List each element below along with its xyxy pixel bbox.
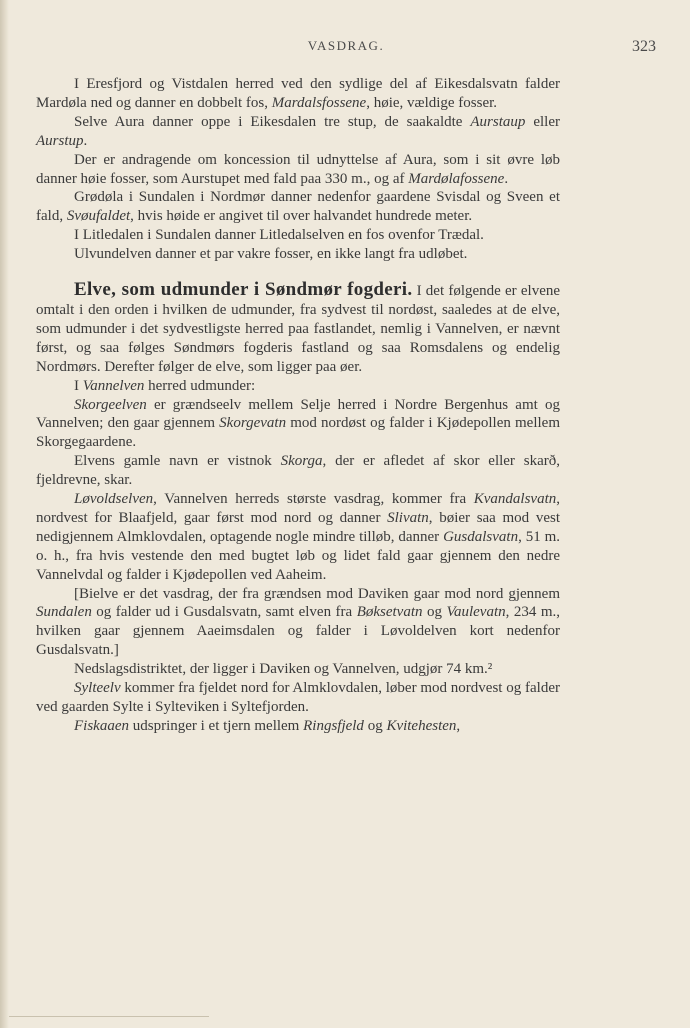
text-run: udspringer i et tjern mellem bbox=[128, 717, 304, 734]
text-run: eller bbox=[525, 113, 560, 130]
paragraph bbox=[36, 490, 560, 585]
italic-name: Vannelven bbox=[82, 377, 145, 394]
paragraph bbox=[36, 188, 560, 226]
body-text bbox=[36, 75, 560, 736]
text-run: I det følgende er elvene omtalt i den orden i hvilken de udmunder, fra sydvest til nordøst, saaledes at de elve, som udmunder i det sydvestligste herred paa fastlandet, nemlig i Vannelven, er nævnt først, og saa følges Søndmørs fogderis fastland og saa Romsdalens og endelig Nordmørs. Derefter følger de elve, som ligger paa øer. bbox=[36, 283, 561, 375]
italic-name: Skorga bbox=[280, 453, 323, 470]
text-run: og bbox=[363, 717, 387, 734]
text-run: , Vannelven herreds største vasdrag, kommer fra bbox=[153, 491, 474, 508]
text-run: Der er andragende om koncession til udnyttelse af Aura, som i sit øvre løb danner høie fosser, som Aurstupet med fald paa 330 m., og af bbox=[36, 151, 560, 187]
paragraph bbox=[36, 717, 560, 736]
italic-name: Skorgevatn bbox=[219, 415, 287, 432]
italic-name: Fiskaaen bbox=[74, 717, 129, 734]
paragraph bbox=[36, 377, 560, 396]
paragraph bbox=[36, 75, 560, 113]
italic-name: Slivatn bbox=[387, 509, 429, 526]
bottom-rule bbox=[9, 1016, 209, 1017]
text-run: Selve Aura danner oppe i Eikesdalen tre stup, de saakaldte bbox=[74, 113, 471, 130]
text-run: og falder ud i Gusdalsvatn, samt elven fra bbox=[91, 604, 357, 621]
text-run: . bbox=[504, 170, 509, 187]
italic-name: Skorgeelven bbox=[74, 396, 147, 413]
paragraph bbox=[36, 396, 560, 453]
text-run: , høie, vældige fosser. bbox=[366, 94, 498, 111]
text-run: [Bielve er det vasdrag, der fra grændsen mod Daviken gaar mod nord gjennem bbox=[74, 585, 560, 602]
paragraph bbox=[36, 281, 560, 377]
italic-name: Sundalen bbox=[36, 604, 92, 621]
italic-name: Sylteelv bbox=[74, 680, 121, 697]
text-run: , der er afledet af skor eller skarð, fjeldrevne, skar. bbox=[36, 453, 560, 489]
text-run: Ulvundelven danner et par vakre fosser, en ikke langt fra udløbet. bbox=[74, 246, 468, 263]
page-spine-shadow bbox=[0, 0, 9, 1028]
italic-name: Aurstaup bbox=[470, 113, 526, 130]
paragraph bbox=[36, 226, 560, 245]
italic-name: Kvandalsvatn bbox=[473, 491, 557, 508]
text-run: Nedslagsdistriktet, der ligger i Daviken og Vannelven, udgjør 74 km.² bbox=[74, 661, 493, 678]
text-run: Grødøla i Sundalen i Nordmør danner nedenfor gaardene Svisdal og Sveen et fald, bbox=[36, 189, 560, 225]
paragraph bbox=[36, 679, 560, 717]
running-head: VASDRAG. bbox=[307, 38, 385, 53]
text-run: , bøier saa mod vest nedigjennem Almklovdalen, optagende nogle mindre tilløb, danner bbox=[36, 509, 560, 545]
text-run: Elvens gamle navn er vistnok bbox=[74, 453, 281, 470]
text-run: , bbox=[456, 717, 461, 734]
italic-name: Kvitehesten bbox=[386, 717, 457, 734]
text-run: herred udmunder: bbox=[144, 377, 256, 394]
text-run: er grændseelv mellem Selje herred i Nordre Bergenhus amt og Vannelven; den gaar gjennem bbox=[36, 396, 560, 432]
paragraph bbox=[36, 585, 560, 661]
paragraph bbox=[36, 660, 560, 679]
text-run: I Litledalen i Sundalen danner Litledalselven en fos ovenfor Trædal. bbox=[74, 227, 484, 244]
text-run: mod nordøst og falder i Kjødepollen mellem Skorgegaardene. bbox=[36, 415, 560, 451]
italic-name: Bøksetvatn bbox=[356, 604, 423, 621]
text-run: I bbox=[74, 377, 83, 394]
paragraph bbox=[36, 151, 560, 189]
text-run: , nordvest for Blaafjeld, gaar først mod nord og danner bbox=[36, 491, 560, 526]
italic-name: Mardalsfossene bbox=[271, 94, 367, 111]
text-run: I Eresfjord og Vistdalen herred ved den sydlige del af Eikesdalsvatn falder Mardøla ned og danner en dobbelt fos, bbox=[36, 76, 560, 111]
italic-name: Mardølafossene bbox=[408, 170, 505, 187]
italic-name: Gusdalsvatn bbox=[443, 528, 519, 545]
italic-name: Aurstup bbox=[36, 132, 84, 149]
italic-name: Ringsfjeld bbox=[303, 717, 364, 734]
italic-name: Svøufaldet bbox=[66, 208, 131, 225]
text-run: og bbox=[422, 604, 447, 621]
text-run: kommer fra fjeldet nord for Almklovdalen, løber mod nordvest og falder ved gaarden Sylte i Sylteviken i Syltefjorden. bbox=[36, 680, 560, 715]
text-run: . bbox=[83, 132, 88, 149]
paragraph bbox=[36, 245, 560, 264]
italic-name: Vaulevatn bbox=[446, 604, 506, 621]
page-header bbox=[36, 38, 656, 58]
paragraph bbox=[36, 113, 560, 151]
paragraph bbox=[36, 452, 560, 490]
italic-name: Løvoldselven bbox=[74, 491, 154, 508]
section-title: Elve, som udmunder i Søndmør fogderi. bbox=[74, 279, 413, 301]
page-number: 323 bbox=[632, 38, 656, 55]
text-run: , 234 m., hvilken gaar gjennem Aaeimsdalen og falder i Løvoldelven kort nedenfor Gusdalsvatn.] bbox=[36, 604, 561, 659]
text-run: , hvis høide er angivet til over halvandet hundrede meter. bbox=[130, 208, 473, 225]
text-run: , 51 m. o. h., fra hvis vestende den med bugtet løb og lidet fald gaar gjennem den nedre Vannelvdal og falder i Kjødepollen ved Aaheim. bbox=[36, 528, 560, 583]
